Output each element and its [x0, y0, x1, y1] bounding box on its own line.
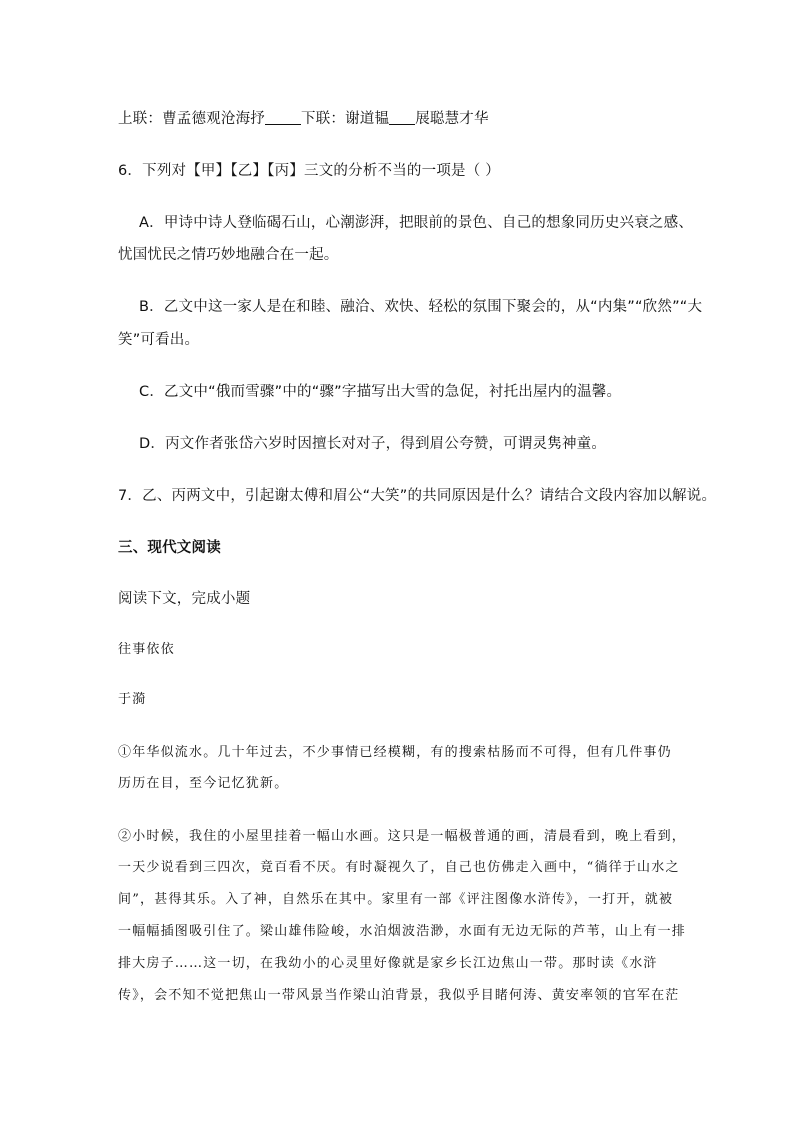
- article-title: 往事依依: [118, 642, 175, 657]
- fill-blank-2[interactable]: [389, 110, 415, 125]
- article-author: 于漪: [118, 692, 147, 707]
- paragraph-2-line3: 间”，甚得其乐。入了神，自然乐在其中。家里有一部《评注图像水浒传》，一打开，就被: [118, 892, 674, 907]
- option-b-line1: B．乙文中这一家人是在和睦、融洽、欢快、轻松的氛围下聚会的，从“内集”“欣然”“大: [139, 299, 703, 315]
- paragraph-2-line4: 一幅幅插图吸引住了。梁山雄伟险峻，水泊烟波浩渺，水面有无边无际的芦苇，山上有一排: [118, 924, 687, 939]
- option-a-line1: A．甲诗中诗人登临碣石山，心潮澎湃，把眼前的景色、自己的想象同历史兴衰之感、: [139, 215, 694, 231]
- option-a-line2: 忧国忧民之情巧妙地融合在一起。: [118, 247, 339, 263]
- paragraph-2-line2: 一天少说看到三四次，竟百看不厌。有时凝视久了，自己也仿佛走入画中，“徜徉于山水之: [118, 860, 680, 875]
- paragraph-2-line5: 排大房子……这一切，在我幼小的心灵里好像就是家乡长江边焦山一带。那时读《水浒: [118, 956, 658, 971]
- couplet-up-prefix: 上联：曹孟德观沧海抒: [118, 111, 265, 127]
- couplet-down-suffix: 展聪慧才华: [415, 111, 489, 127]
- paragraph-1-line2: 历历在目，至今记忆犹新。: [118, 776, 289, 791]
- section-heading: 三、现代文阅读: [118, 540, 221, 556]
- question-6-stem: 6．下列对【甲】【乙】【丙】三文的分析不当的一项是（ ）: [118, 163, 500, 179]
- paragraph-1-line1: ①年华似流水。几十年过去，不少事情已经模糊，有的搜索枯肠而不可得，但有几件事仍: [118, 745, 672, 760]
- option-d: D．丙文作者张岱六岁时因擅长对对子，得到眉公夸赞，可谓灵隽神童。: [139, 436, 607, 452]
- option-c: C．乙文中“俄而雪骤”中的“骤”字描写出大雪的急促，衬托出屋内的温馨。: [139, 384, 622, 400]
- couplet-down-prefix: 下联：谢道韫: [301, 111, 390, 127]
- paragraph-2-line1: ②小时候，我住的小屋里挂着一幅山水画。这只是一幅极普通的画，清晨看到，晚上看到，: [118, 829, 687, 844]
- question-7: 7．乙、丙两文中，引起谢太傅和眉公“大笑”的共同原因是什么？请结合文段内容加以解说。: [118, 488, 717, 504]
- fill-blank-1[interactable]: [265, 110, 301, 125]
- option-b-line2: 笑”可看出。: [118, 332, 200, 348]
- couplet-line: [118, 109, 489, 129]
- reading-instruction: 阅读下文，完成小题: [118, 591, 251, 607]
- paragraph-2-line6: 传》，会不知不觉把焦山一带风景当作梁山泊背景，我似乎目睹何涛、黄安率领的官军在茫: [118, 988, 680, 1003]
